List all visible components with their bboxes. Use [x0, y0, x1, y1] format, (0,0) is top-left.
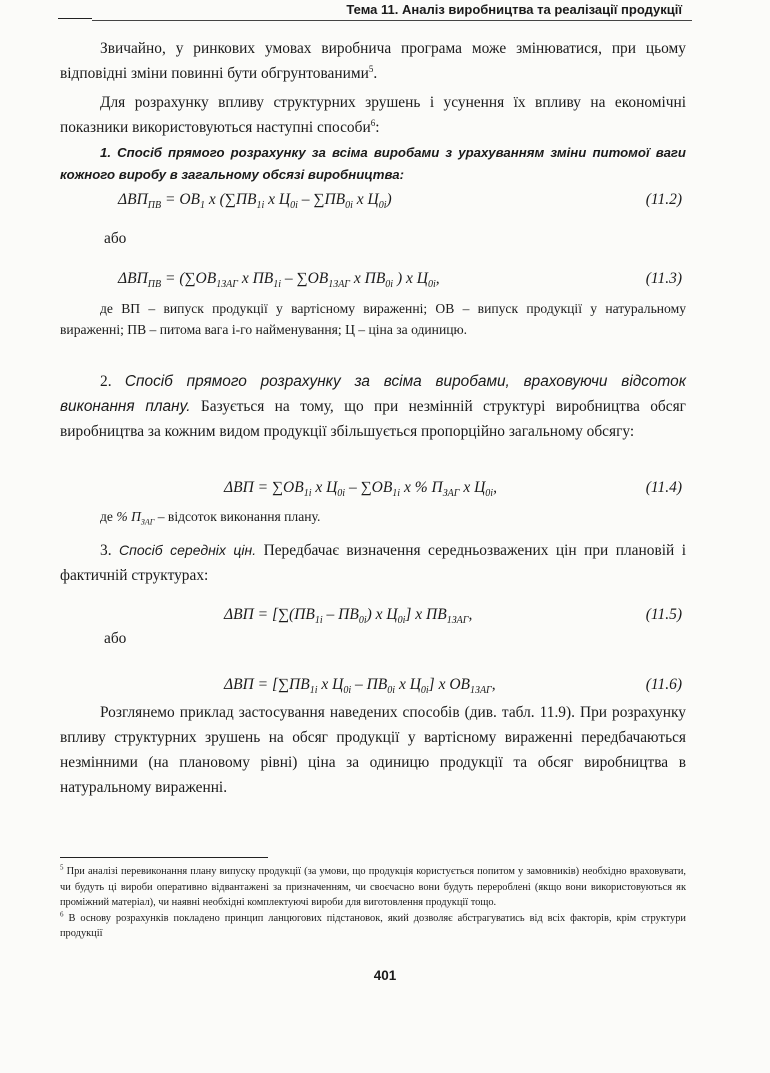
legend-2: де % $П_{ЗАГ}$ – відсоток виконання плану.: [100, 509, 321, 527]
equation-number-11-5: (11.5): [645, 606, 682, 623]
formula-11-2: $\Delta ВП_{ПВ} = ОВ_1$ x ($\sum ПВ_{1i}$ x $Ц_{0i} - \sum ПВ_{0i}$ x $Ц_{0i}$): [118, 191, 392, 212]
equation-number-11-4: (11.4): [645, 479, 682, 496]
method-2-number: 2.: [100, 373, 112, 390]
legend-block-2: [60, 507, 686, 533]
header-rule: [92, 20, 692, 21]
footnotes: [60, 864, 686, 942]
footnote-6-mark: 6: [60, 910, 64, 919]
formula-11-6: $\Delta ВП = [\sum ПВ_{1i}$ x $Ц_{0i} - ПВ_{0i}$ x $Ц_{0i}$] x $ОВ_{1ЗАГ}$,: [224, 676, 496, 697]
method-1-label: [60, 142, 686, 186]
footnote-5-text: При аналізі перевиконання плану випуску продукції (за умови, що продукція користується попитом у замовників) необхідно враховувати, чи будуть ці вироби оперативно відвантажені за призначенням, чи своєчасно вони будуть перероблені (якщо вони використовуються як проміжний матеріал), чи наявні необхідні комплектуючі вироби для виготовлення продукції тощо.: [60, 866, 686, 908]
footnote-5-mark: 5: [60, 863, 64, 872]
paragraph-1: Звичайно, у ринкових умовах виробнича програма може змінюватися, при цьому відповідні зміни повинні бути обгрунтованими$^5$.: [60, 40, 686, 82]
method-3-paragraph: [60, 538, 686, 588]
equation-number-11-2: (11.2): [645, 191, 682, 208]
method-2-paragraph: [60, 369, 686, 444]
legend-1: де ВП – випуск продукції у вартісному вираженні; ОВ – випуск продукції у натуральному вираженні; ПВ – питома вага і-го найменування; Ц – ціна за одиницю.: [60, 301, 686, 337]
footnote-6-text: В основу розрахунків покладено принцип ланцюгових підстановок, який дозволяє абстрагуватись від всіх факторів, крім структури продукції: [60, 912, 686, 939]
or-text-1: або: [104, 230, 127, 247]
footnote-5: [60, 864, 686, 911]
page-number: 401: [373, 968, 397, 983]
legend-block-1: [60, 298, 686, 340]
header-title: Тема 11. Аналіз виробництва та реалізації продукції: [346, 2, 682, 17]
footnote-6: [60, 911, 686, 942]
header-rule-short: [58, 18, 92, 19]
equation-number-11-6: (11.6): [645, 676, 682, 693]
final-paragraph: Розглянемо приклад застосування наведених способів (див. табл. 11.9). При розрахунку впливу структурних зрушень на обсяг продукції у вартісному вираженні передбачаються незмінними (на плановому рівні) ціна за одиницю продукції та обсяг виробництва в натуральному вираженні.: [60, 704, 686, 796]
footnote-rule: [60, 857, 268, 858]
paragraph-2: Для розрахунку впливу структурних зрушень і усунення їх впливу на економічні показники використовуються наступні способи$^6$:: [60, 94, 686, 136]
method-3-number: 3.: [100, 542, 112, 559]
method-2-block: [60, 369, 686, 444]
formula-11-3: $\Delta ВП_{ПВ} = (\sum ОВ_{1ЗАГ}$ x $ПВ_{1i} - \sum ОВ_{1ЗАГ}$ x $ПВ_{0i}$ ) x $Ц_{0i}$,: [118, 270, 440, 291]
footnote-ref-6[interactable]: 6: [370, 117, 376, 128]
method-2-text: Базується на тому, що при незмінній структурі виробництва обсяг виробництва за кожним видом продукції збільшується пропорційно загальному обсягу:: [60, 398, 686, 440]
or-text-2: або: [104, 630, 127, 647]
final-block: [60, 700, 686, 800]
method-1-text: 1. Спосіб прямого розрахунку за всіма виробами з урахуванням зміни питомої ваги кожного виробу в загальному обсязі виробництва:: [60, 145, 686, 182]
formula-11-5: $\Delta ВП = [\sum(ПВ_{1i} - ПВ_{0i})$ x $Ц_{0i}$] x $ПВ_{1ЗАГ}$,: [224, 606, 473, 627]
paragraph-1-text: Звичайно, у ринкових умовах виробнича програма може змінюватися, при цьому відповідні зміни повинні бути обгрунтованими: [60, 40, 686, 82]
intro-block: [60, 36, 686, 186]
footnote-ref-5[interactable]: 5: [368, 63, 374, 74]
running-header: [0, 0, 770, 22]
method-3-label: Спосіб середніх цін.: [119, 542, 257, 558]
formula-11-4: $\Delta ВП = \sum ОВ_{1i}$ x $Ц_{0i} - \sum ОВ_{1i}$ x % $П_{ЗАГ}$ x $Ц_{0i}$,: [224, 479, 497, 500]
method-3-text: Передбачає визначення середньозважених цін при плановій і фактичній структурах:: [60, 542, 686, 584]
paragraph-2-text: Для розрахунку впливу структурних зрушень і усунення їх впливу на економічні показники використовуються наступні способи: [60, 94, 686, 136]
method-3-block: [60, 538, 686, 588]
equation-number-11-3: (11.3): [645, 270, 682, 287]
method-2-label: Спосіб прямого розрахунку за всіма виробами, враховуючи відсоток виконання плану.: [60, 373, 686, 415]
